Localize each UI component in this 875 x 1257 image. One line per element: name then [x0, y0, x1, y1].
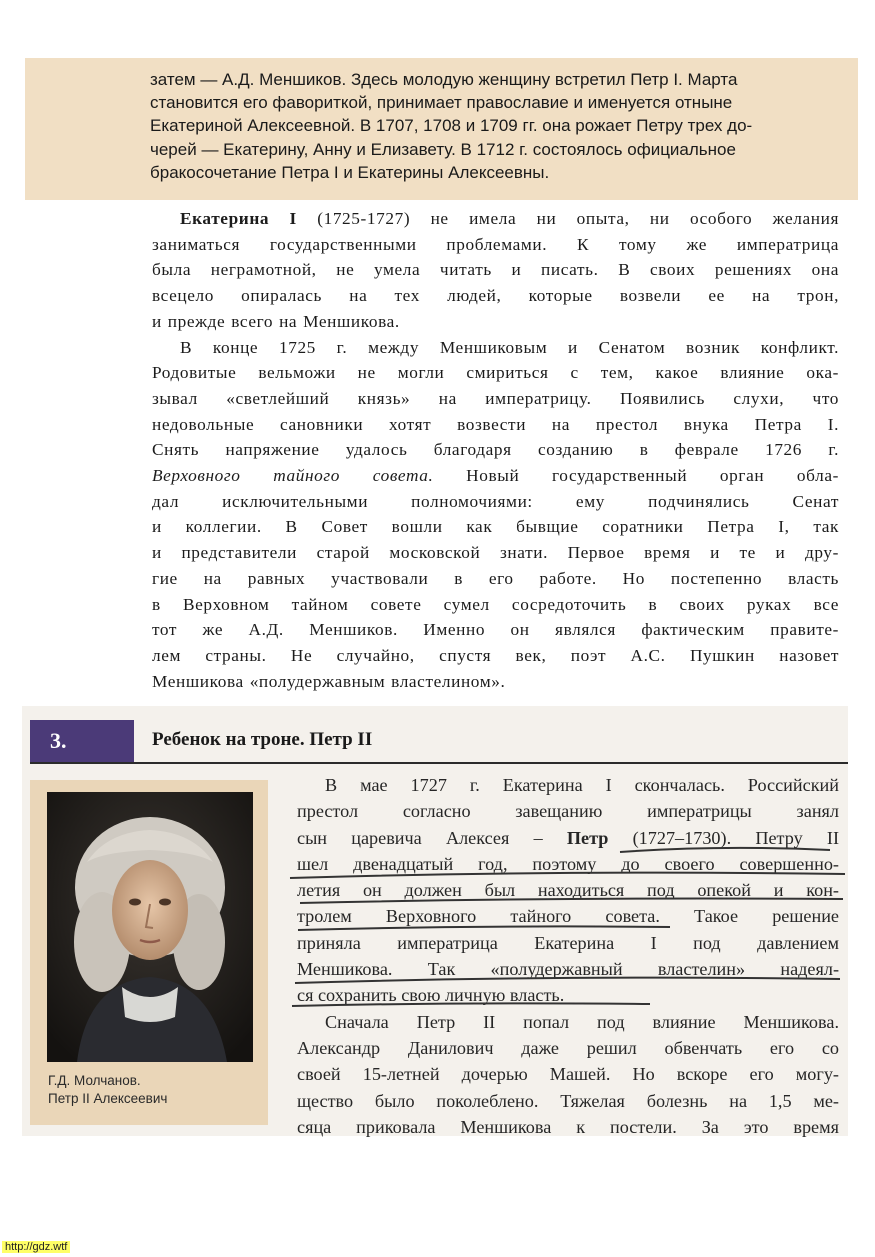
- paragraph-line-rest: Новый государственный орган обла-: [433, 466, 839, 486]
- section-number: 3.: [30, 720, 134, 762]
- sidebar-line: Екатериной Алексеевной. В 1707, 1708 и 1709 гг. она рожает Петру трех до-: [150, 116, 753, 136]
- section-line: тролем Верховного тайного совета. Такое решение: [297, 906, 839, 927]
- sidebar-box-text: [150, 68, 840, 184]
- paragraph-line: всецело опиралась на тех людей, которые возвели ее на трон,: [152, 286, 839, 306]
- paragraph-line: и прежде всего на Меншикова.: [152, 311, 400, 331]
- section-line: шел двенадцатый год, поэтому до своего совершенно-: [297, 853, 839, 874]
- section-line: щество было поколеблено. Тяжелая болезнь на 1,5 ме-: [297, 1090, 839, 1111]
- section-title: Ребенок на троне. Петр II: [152, 729, 373, 750]
- section-line: [297, 825, 839, 851]
- section-line: ся сохранить свою личную власть.: [297, 985, 565, 1006]
- section-body-text: [297, 772, 839, 1140]
- term-catherine: Екатерина I: [180, 209, 297, 228]
- paragraph-line: гие на равных участвовали в его работе. Но постепенно власть: [152, 568, 839, 588]
- paragraph-line: и коллегии. В Совет вошли как бывщие соратники Петра I, так: [152, 517, 839, 537]
- sidebar-line: бракосочетание Петра I и Екатерины Алексеевны.: [150, 162, 550, 182]
- paragraph-line: Меншикова «полудержавным властелином».: [152, 671, 506, 691]
- paragraph-line: и представители старой московской знати. Первое время и те и дру-: [152, 543, 839, 563]
- paragraph-line: Снять напряжение удалось благодаря созданию в феврале 1726 г.: [152, 440, 839, 460]
- paragraph-line: заниматься государственными проблемами. К тому же императрица: [152, 234, 839, 254]
- caption-line: Г.Д. Молчанов.: [48, 1073, 141, 1088]
- section-line-part: (1727–1730). Петру II: [608, 827, 839, 848]
- paragraph-line: в Верховном тайном совете сумел сосредоточить в своих руках все: [152, 594, 839, 614]
- paragraph-line: дал исключительными полномочиями: ему подчинялись Сенат: [152, 491, 839, 511]
- section-line-part: сын царевича Алексея –: [297, 827, 567, 848]
- paragraph-line: [152, 463, 839, 489]
- section-line: Меншикова. Так «полудержавный властелин» надеял-: [297, 959, 839, 980]
- section-line: престол согласно завещанию императрицы занял: [297, 801, 839, 822]
- paragraph-line: недовольные сановники хотят возвести на престол внука Петра I.: [152, 414, 839, 434]
- paragraph-line: [152, 206, 839, 232]
- portrait-peter-ii-image: [47, 792, 253, 1062]
- paragraph-line: лем страны. Не случайно, спустя век, поэт А.С. Пушкин назовет: [152, 645, 839, 665]
- section-line: сяца приковала Меншикова к постели. За это время: [297, 1116, 839, 1137]
- main-body-text: [152, 206, 839, 694]
- caption-line: Петр II Алексеевич: [48, 1091, 168, 1106]
- paragraph-line-rest: (1725-1727) не имела ни опыта, ни особого желания: [296, 209, 839, 228]
- term-supreme-council: Верховного тайного совета.: [152, 466, 434, 486]
- paragraph-line: тот же А.Д. Меншиков. Именно он являлся фактическим правите-: [152, 620, 839, 640]
- section-line: Сначала Петр II попал под влияние Меншикова.: [325, 1011, 839, 1032]
- paragraph-line: Родовитые вельможи не могли смириться с тем, какое влияние ока-: [152, 363, 839, 383]
- paragraph-line: была неграмотной, не умела читать и писать. В своих решениях она: [152, 260, 839, 280]
- section-line: своей 15-летней дочерью Машей. Но вскоре его могу-: [297, 1064, 839, 1085]
- paragraph-line: зывал «светлейший князь» на императрицу. Появились слухи, что: [152, 388, 839, 408]
- section-line: летия он должен был находиться под опекой и кон-: [297, 880, 839, 901]
- portrait-caption: [48, 1072, 258, 1108]
- term-peter: Петр: [566, 827, 609, 848]
- sidebar-line: черей — Екатерину, Анну и Елизавету. В 1712 г. состоялось официальное: [150, 139, 736, 159]
- section-line: приняла императрица Екатерина I под давлением: [297, 932, 839, 953]
- section-line: Александр Данилович даже решил обвенчать его со: [297, 1037, 839, 1058]
- section-line: В мае 1727 г. Екатерина I скончалась. Российский: [325, 775, 839, 795]
- sidebar-line: становится его фавориткой, принимает православие и именуется отныне: [150, 93, 733, 113]
- paragraph-line: В конце 1725 г. между Меншиковым и Сенатом возник конфликт.: [180, 337, 839, 357]
- sidebar-line: затем — А.Д. Меншиков. Здесь молодую женщину встретил Петр I. Марта: [150, 70, 738, 89]
- watermark-url[interactable]: http://gdz.wtf: [2, 1241, 70, 1253]
